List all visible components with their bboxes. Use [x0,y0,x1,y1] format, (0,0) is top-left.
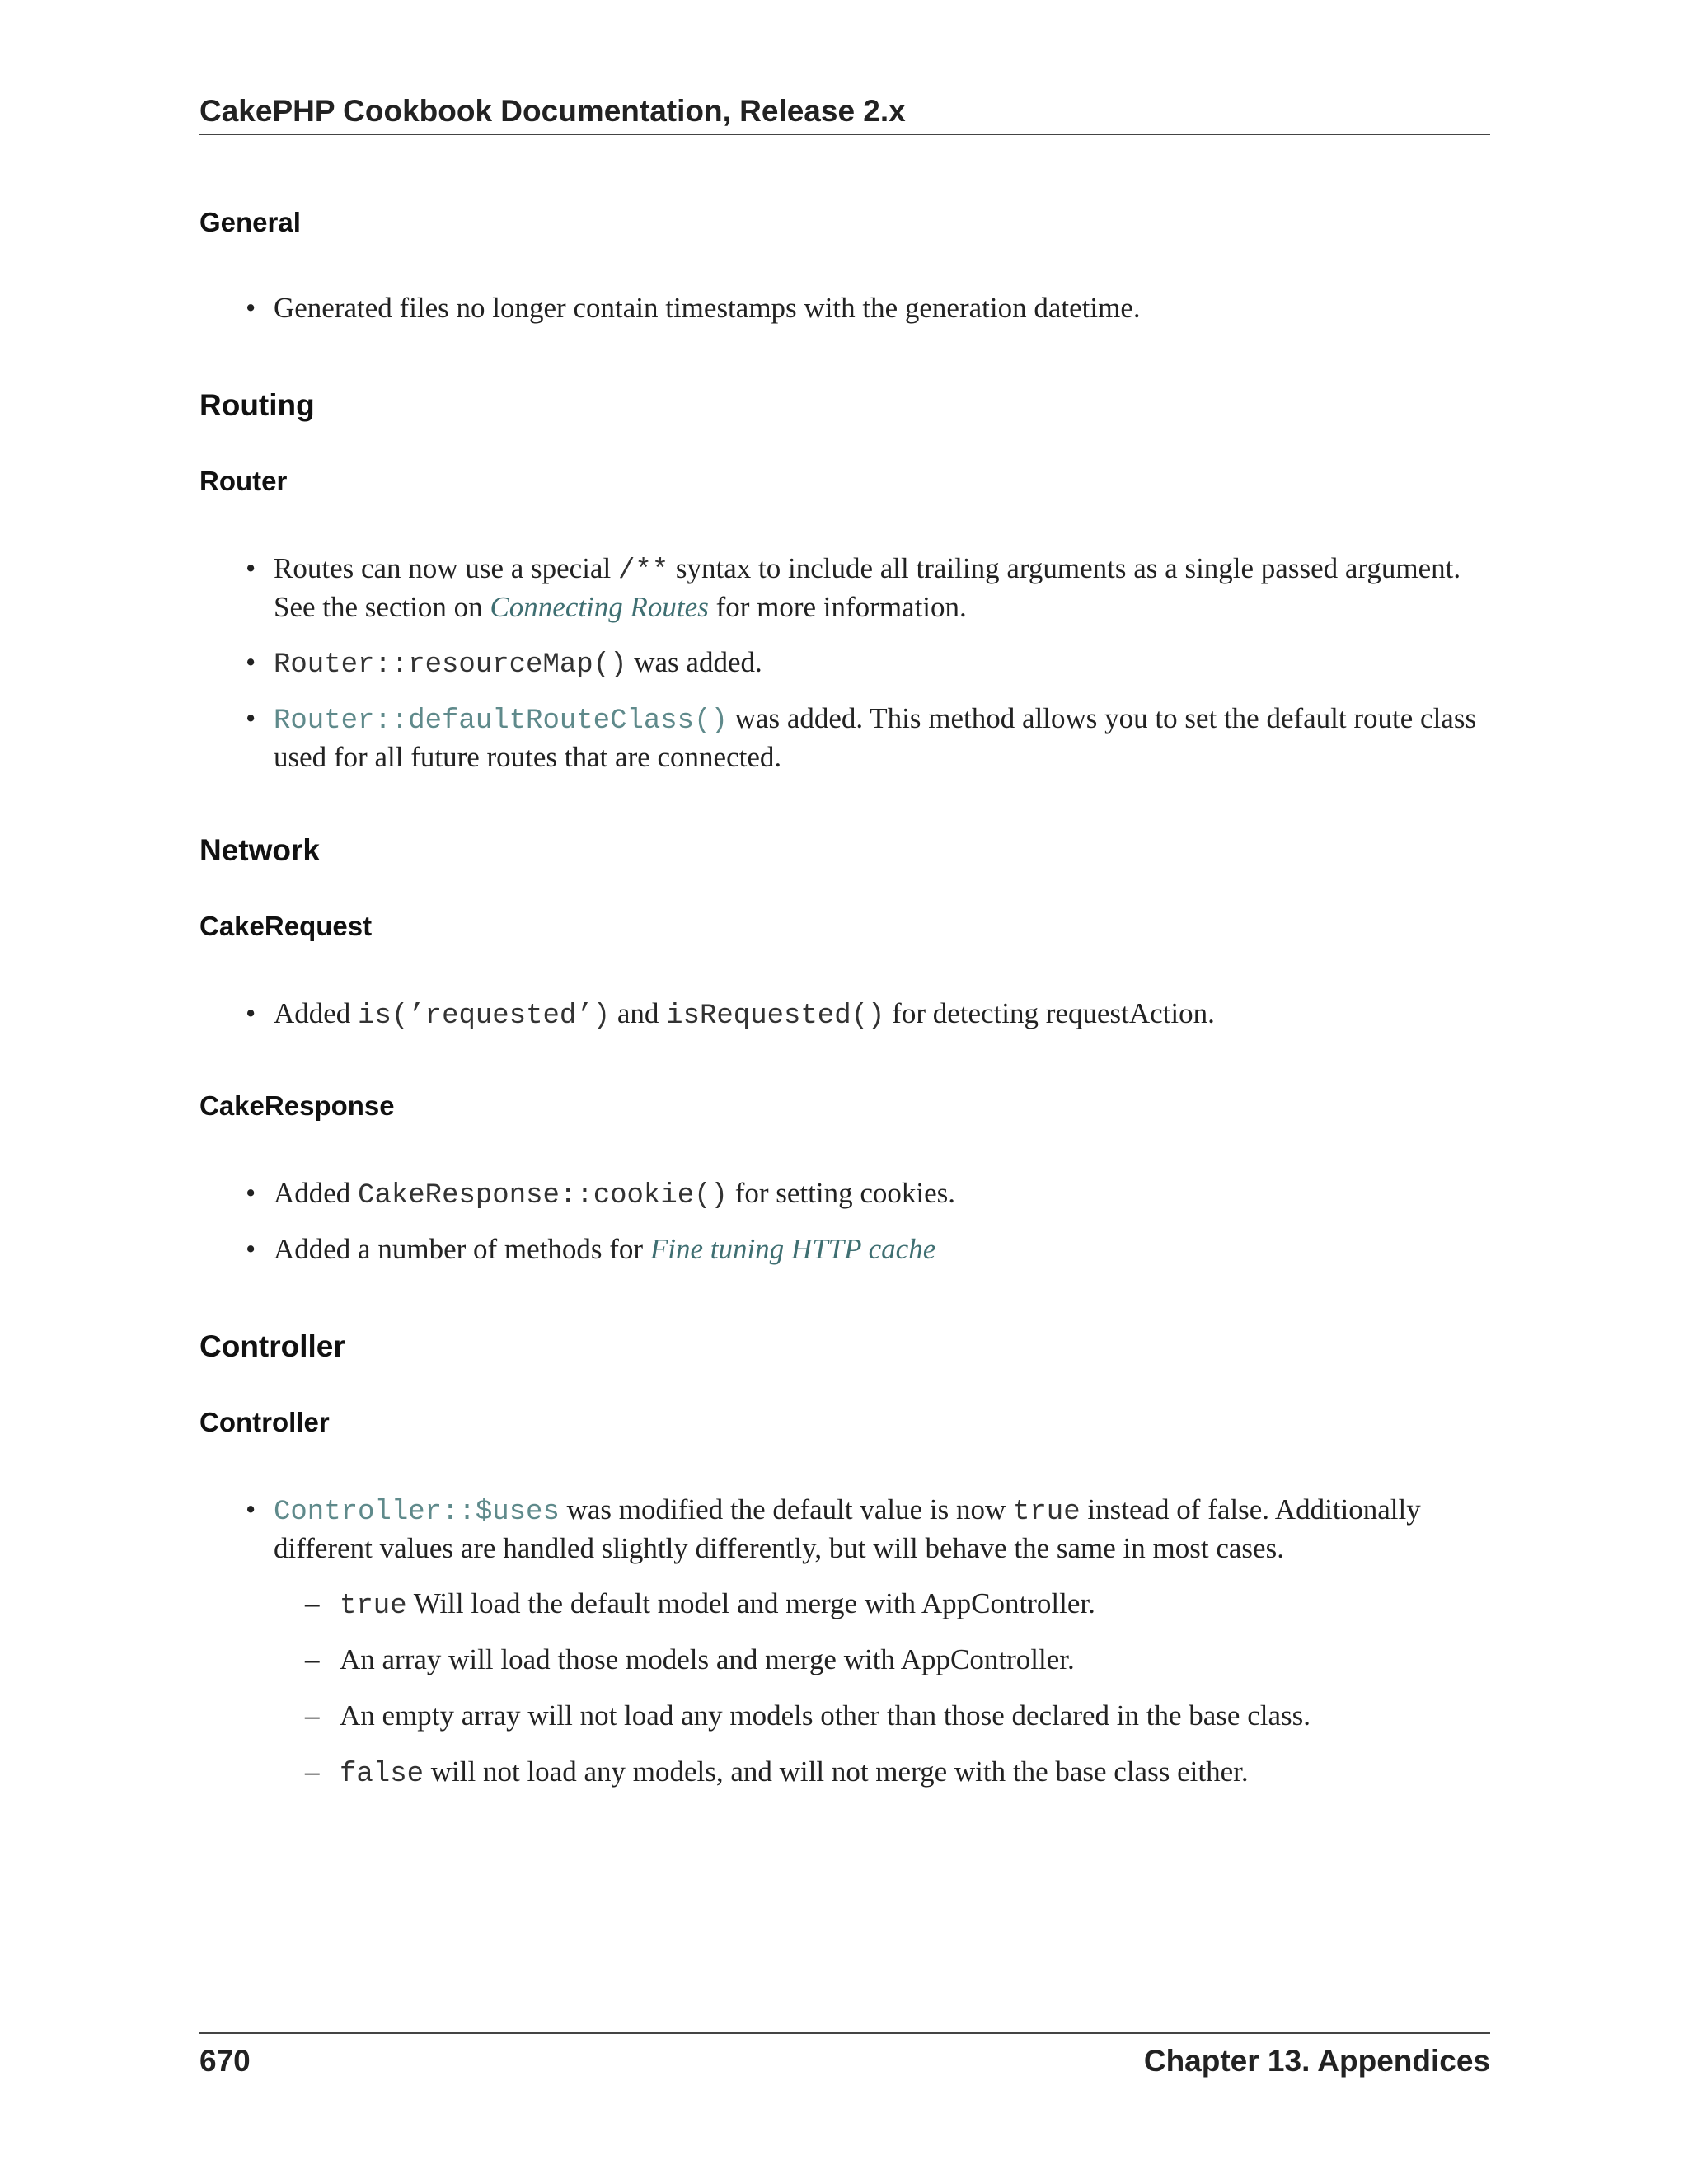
dash: – [305,1643,320,1675]
list-item [246,996,1490,1034]
running-header: CakePHP Cookbook Documentation, Release 2.x [199,94,906,128]
list-item-text: for detecting requestAction. [884,997,1215,1029]
sub-list-item [305,1698,1490,1734]
heading-routing: Routing [199,388,315,422]
code-inline: Router::resourceMap() [274,649,627,681]
list-item-text: for more information. [708,591,967,623]
list-item-text: Generated files no longer contain timestamps with the generation datetime. [274,292,1141,324]
bullet: • [246,292,256,324]
sub-list-item-text: Will load the default model and merge with AppController. [406,1587,1095,1619]
heading-router: Router [199,466,288,496]
list-item [246,1231,1490,1268]
footer-rule [199,2032,1490,2034]
link-fine-tuning-http-cache[interactable]: Fine tuning HTTP cache [649,1233,936,1265]
list-item-text: was modified the default value is now [559,1493,1013,1526]
page-number: 670 [199,2044,251,2078]
header-rule [199,134,1490,135]
list-item [246,551,1490,626]
bullet: • [246,1493,256,1526]
list-item [246,290,1490,326]
list-item-text: Added [274,997,359,1029]
code-inline: CakeResponse::cookie() [358,1180,728,1212]
heading-controller: Controller [199,1329,345,1363]
bullet: • [246,646,256,678]
bullet: • [246,997,256,1029]
link-controller-uses[interactable]: Controller::$uses [274,1497,560,1528]
bullet: • [246,1177,256,1209]
code-inline: true [1013,1497,1081,1528]
link-router-defaultrouteclass[interactable]: Router::defaultRouteClass() [274,705,728,737]
sub-list-item [305,1642,1490,1678]
list-item-text: Routes can now use a special [274,552,618,584]
sub-list-item-text: will not load any models, and will not merge with the base class either. [424,1755,1249,1788]
code-inline: true [340,1591,407,1622]
code-inline: false [340,1759,424,1790]
list-item-text: and [610,997,667,1029]
chapter-title: Chapter 13. Appendices [1143,2044,1490,2078]
list-item-text: Added [274,1177,359,1209]
list-item [246,1492,1490,1567]
sub-list-item [305,1754,1490,1793]
code-inline: isRequested() [666,1001,885,1032]
bullet: • [246,702,256,734]
list-item [246,701,1490,776]
document-page [199,0,1490,2184]
list-item-text: was added. This method allows you to set the default route class used for all future routes that are connected. [274,702,1477,773]
list-item [246,644,1490,683]
sub-list-item [305,1586,1490,1624]
heading-cakerequest: CakeRequest [199,911,373,941]
list-item-text: was added. [626,646,762,678]
heading-controller-sub: Controller [199,1407,330,1437]
list-item-text: syntax to include all trailing arguments as a single passed argument. See the section on [274,552,1461,623]
heading-general: General [199,207,301,237]
dash: – [305,1755,320,1788]
list-item [246,1175,1490,1214]
heading-cakeresponse: CakeResponse [199,1090,395,1121]
sub-list-item-text: An empty array will not load any models other than those declared in the base class. [340,1699,1311,1732]
code-inline: is(’requested’) [358,1001,611,1032]
link-connecting-routes[interactable]: Connecting Routes [490,591,709,623]
code-inline: /** [617,555,669,587]
list-item-text: for setting cookies. [727,1177,955,1209]
bullet: • [246,552,256,584]
list-item-text: instead of false. Additionally different values are handled slightly differently, but will behave the same in most cases. [274,1493,1421,1564]
bullet: • [246,1233,256,1265]
sub-list-item-text: An array will load those models and merge with AppController. [340,1643,1075,1675]
dash: – [305,1587,320,1619]
list-item-text: Added a number of methods for [274,1233,650,1265]
dash: – [305,1699,320,1732]
heading-network: Network [199,833,320,867]
